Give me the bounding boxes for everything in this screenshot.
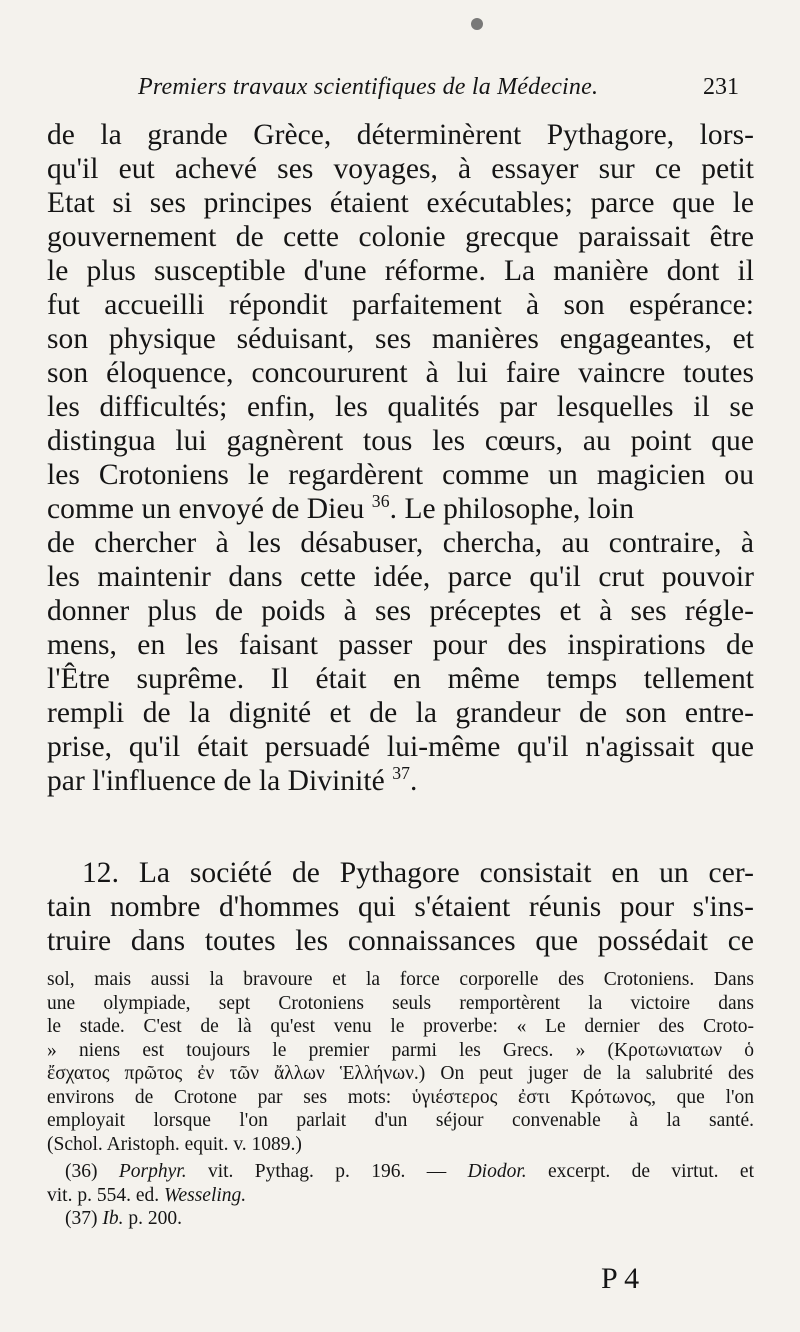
footnote-line: ἔσχατος πρῶτος ἐν τῶν ἄλλων Ἑλλήνων.) On peut juger de la salubrité des — [47, 1063, 754, 1084]
text-line: son physique séduisant, ses manières engageantes, et — [47, 323, 754, 355]
citation-author: Ib. — [102, 1208, 124, 1229]
text-line: les maintenir dans cette idée, parce qu'il crut pouvoir — [47, 561, 754, 593]
footnotes — [47, 968, 754, 1231]
footnote-line: le stade. C'est de là qu'est venu le proverbe: « Le dernier des Croto- — [47, 1016, 754, 1037]
text-fragment: comme un envoyé de Dieu — [47, 493, 365, 525]
citation-author: Diodor. — [467, 1161, 527, 1182]
text-line: l'Être suprême. Il était en même temps tellement — [47, 663, 754, 695]
footnote-37 — [47, 1207, 754, 1231]
text-line: de la grande Grèce, déterminèrent Pythagore, lors- — [47, 119, 754, 151]
text-line: donner plus de poids à ses préceptes et à ses régle- — [47, 595, 754, 627]
text-line: son éloquence, concoururent à lui faire vaincre toutes — [47, 357, 754, 389]
text-line: les difficultés; enfin, les qualités par lesquelles il se — [47, 391, 754, 423]
footnote-line: une olympiade, sept Crotoniens seuls remportèrent la victoire dans — [47, 992, 754, 1014]
ink-dot — [471, 18, 483, 30]
page-header — [0, 70, 800, 110]
text-fragment: par l'influence de la Divinité — [47, 765, 385, 797]
text-line — [47, 764, 754, 798]
citation-text: p. 200. — [123, 1208, 182, 1229]
text-line: les Crotoniens le regardèrent comme un magicien ou — [47, 459, 754, 491]
footnote-number: (37) — [65, 1208, 98, 1229]
text-line: distingua lui gagnèrent tous les cœurs, au point que — [47, 425, 754, 457]
text-line — [47, 492, 754, 526]
running-head: Premiers travaux scientifiques de la Médecine. — [138, 74, 599, 100]
text-line: mens, en les faisant passer pour des inspirations de — [47, 629, 754, 661]
text-line: Etat si ses principes étaient exécutables; parce que le — [47, 187, 754, 219]
text-line: 12. La société de Pythagore consistait en un cer- — [82, 857, 754, 889]
main-text — [47, 118, 754, 958]
signature-mark: P 4 — [601, 1262, 640, 1295]
citation-text: vit. p. 554. ed. — [47, 1184, 164, 1206]
footnote-line: » niens est toujours le premier parmi les Grecs. » (Κροτωνιατων ὁ — [47, 1039, 754, 1061]
text-line: rempli de la dignité et de la grandeur de son entre- — [47, 697, 754, 729]
text-line: prise, qu'il était persuadé lui-même qu'il n'agissait que — [47, 731, 754, 763]
citation-author: Porphyr. — [118, 1161, 187, 1182]
note-ref-36: 36 — [371, 491, 390, 512]
text-line: gouvernement de cette colonie grecque paraissait être — [47, 221, 754, 253]
footnote-line: employait lorsque l'on parlait d'un séjour convenable à la santé. — [47, 1110, 754, 1131]
footnote-line: sol, mais aussi la bravoure et la force corporelle des Crotoniens. Dans — [47, 969, 754, 990]
citation-editor: Wesseling. — [164, 1184, 247, 1206]
footnote-line: environs de Crotone par ses mots: ὑγιέστερος ἐστι Κρότωνος, que l'on — [47, 1086, 754, 1108]
text-line: tain nombre d'hommes qui s'étaient réunis pour s'ins- — [47, 891, 754, 923]
citation-text: vit. Pythag. p. 196. — — [186, 1161, 468, 1182]
note-ref-37: 37 — [392, 763, 410, 784]
text-line: de chercher à les désabuser, chercha, au contraire, à — [47, 527, 754, 559]
citation-text: excerpt. de virtut. et — [526, 1161, 754, 1182]
text-fragment: . — [409, 765, 418, 797]
paragraph-gap — [47, 798, 754, 856]
footnote-number: (36) — [65, 1161, 98, 1182]
footnote-36 — [47, 1160, 754, 1184]
footnote-line: (Schol. Aristoph. equit. v. 1089.) — [47, 1133, 302, 1155]
text-line: le plus susceptible d'une réforme. La manière dont il — [47, 255, 754, 287]
page-number: 231 — [703, 74, 739, 100]
text-line: fut accueilli répondit parfaitement à son espérance: — [47, 289, 754, 321]
text-line: truire dans toutes les connaissances que possédait ce — [47, 925, 754, 957]
footnote-36-cont — [47, 1184, 754, 1208]
text-fragment: . Le philosophe, loin — [389, 493, 634, 525]
text-line: qu'il eut achevé ses voyages, à essayer sur ce petit — [47, 153, 754, 185]
